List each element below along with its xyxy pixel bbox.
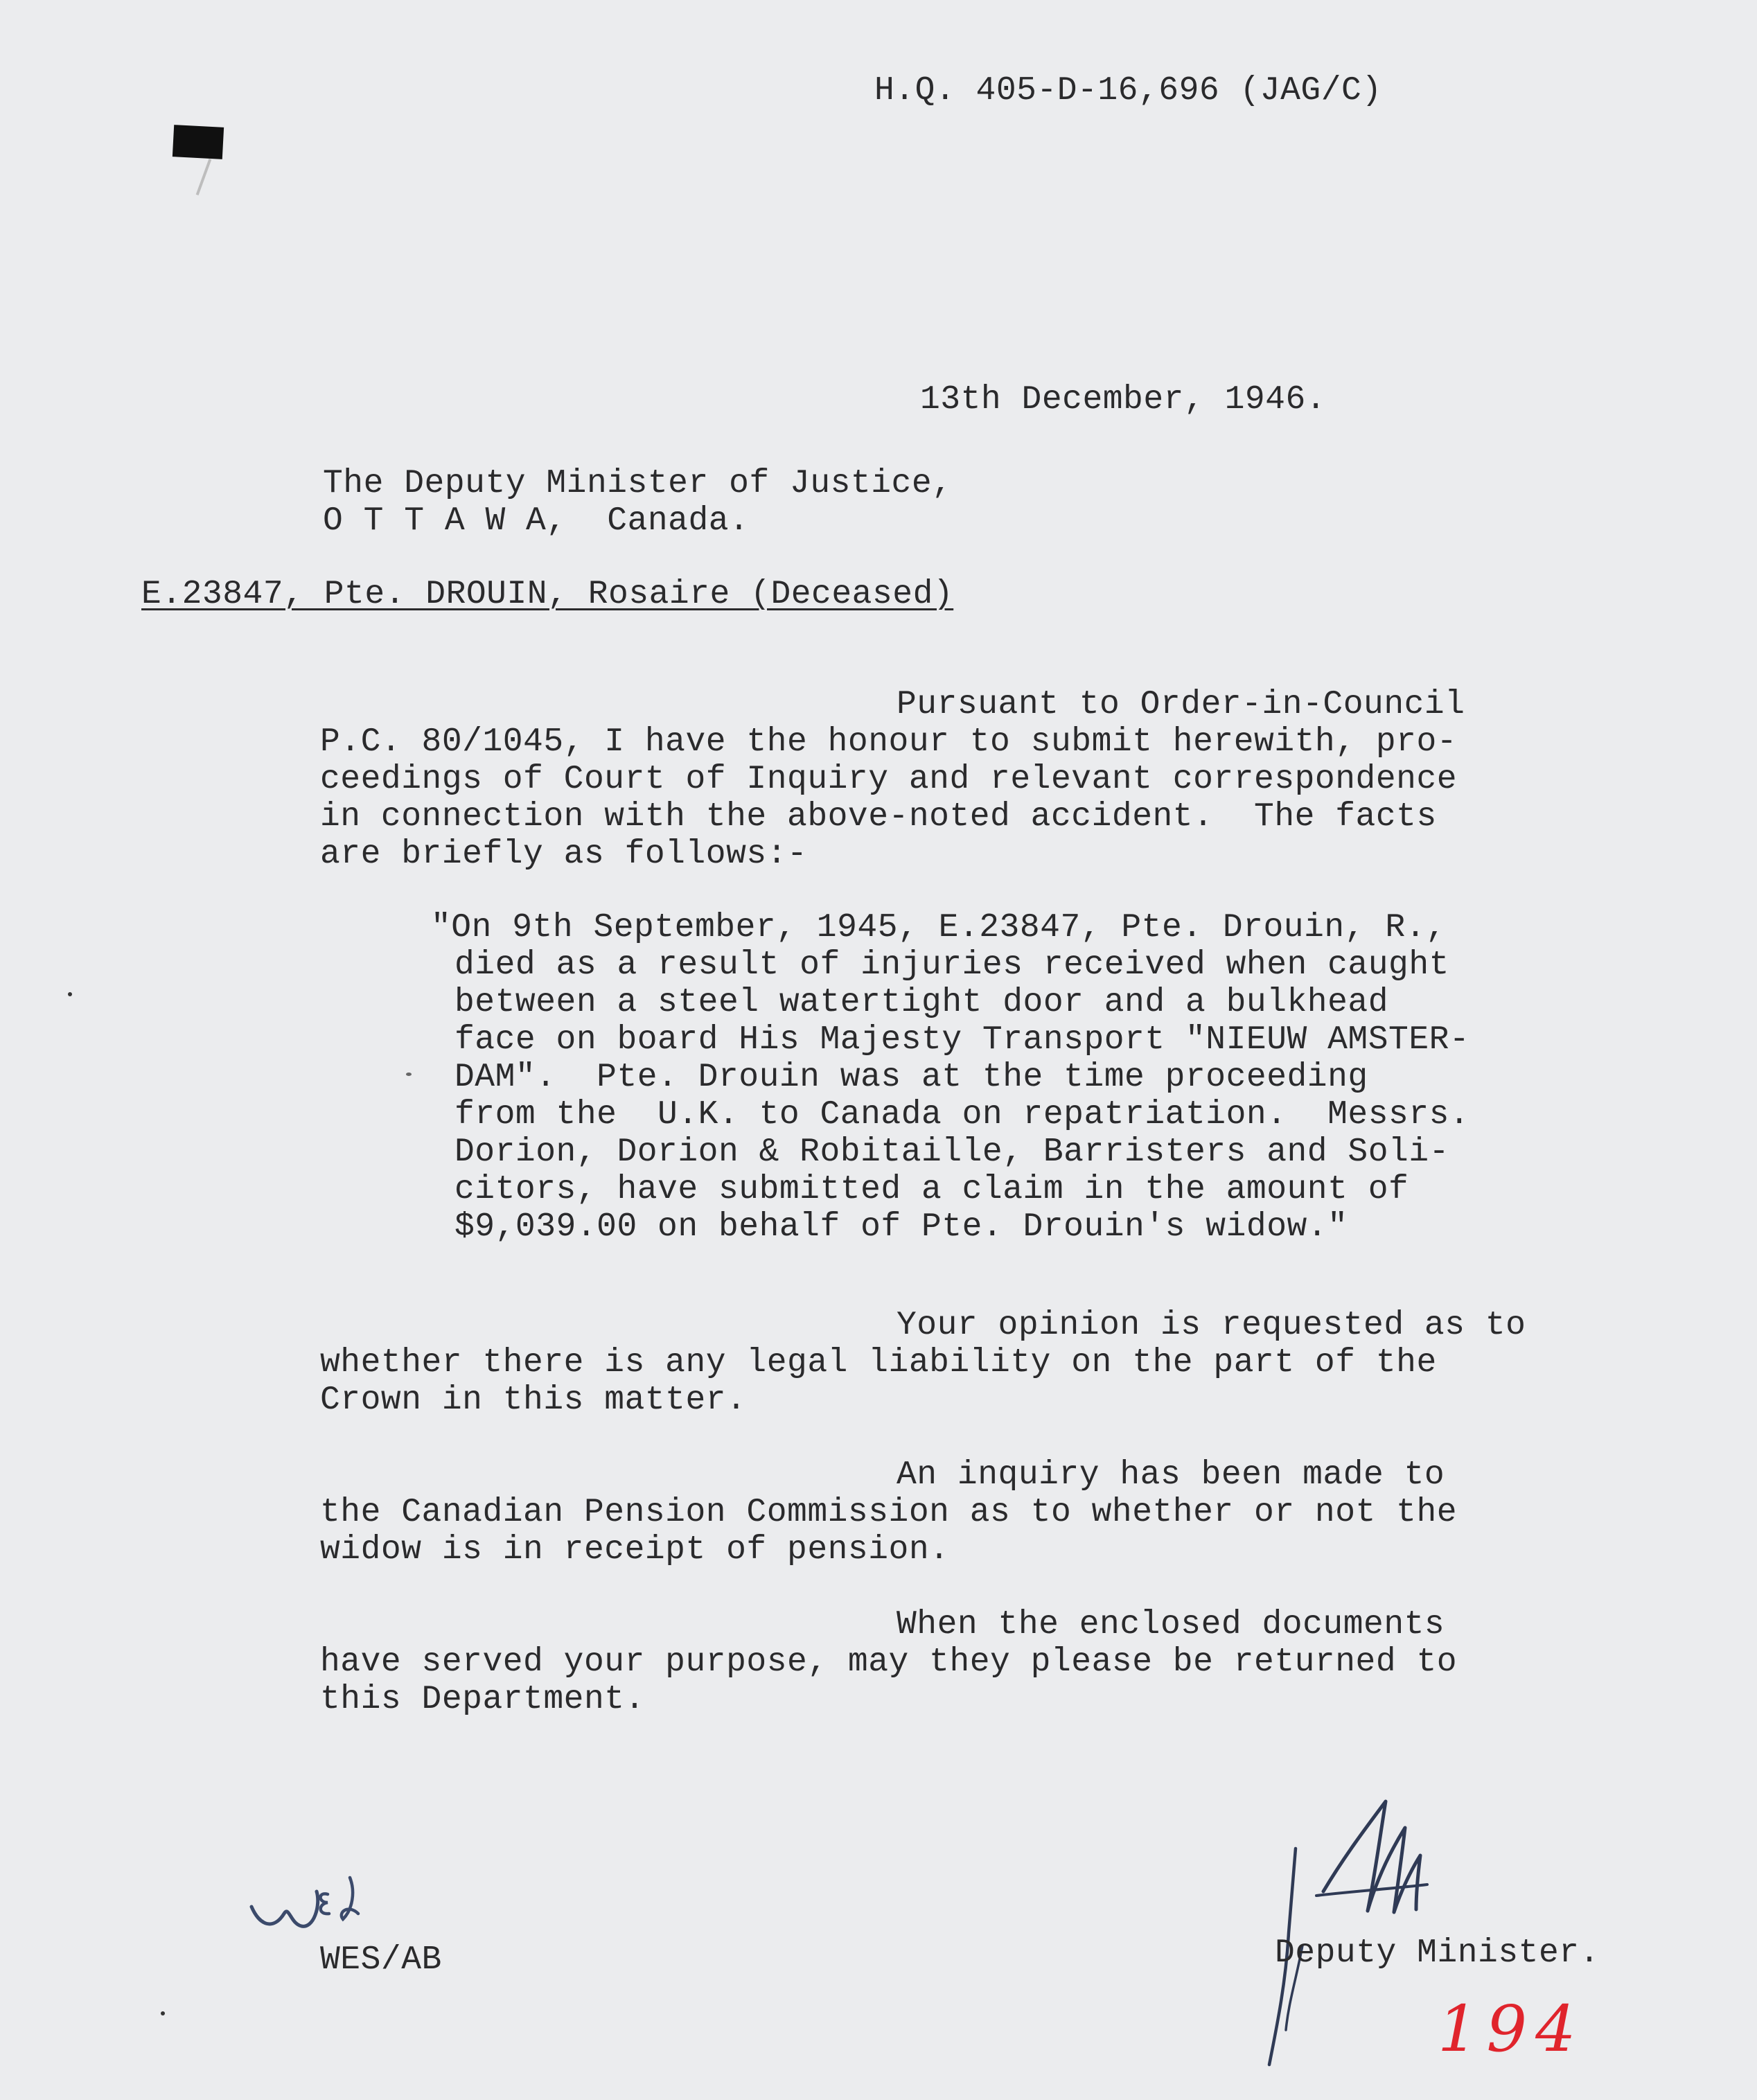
paper-speck	[406, 1073, 412, 1076]
paper-speck	[68, 992, 72, 996]
quotation-line: citors, have submitted a claim in the amount of	[454, 1171, 1409, 1208]
paragraph-line: in connection with the above-noted accident. The facts	[320, 798, 1437, 836]
quotation-line: $9,039.00 on behalf of Pte. Drouin's widow."	[454, 1208, 1348, 1246]
quotation-line: from the U.K. to Canada on repatriation. Messrs.	[454, 1096, 1470, 1133]
quotation-line: "On 9th September, 1945, E.23847, Pte. Drouin, R.,	[431, 909, 1447, 946]
paragraph-line: are briefly as follows:-	[320, 836, 808, 873]
folio-number: 194	[1438, 1992, 1584, 2066]
paper-speck	[161, 2011, 165, 2015]
subject-line: E.23847, Pte. DROUIN, Rosaire (Deceased)	[141, 576, 954, 613]
file-reference: H.Q. 405-D-16,696 (JAG/C)	[874, 72, 1382, 109]
quotation-line: between a steel watertight door and a bulkhead	[454, 984, 1389, 1021]
paragraph-line: Pursuant to Order-in-Council	[897, 686, 1465, 723]
paragraph-line: Your opinion is requested as to	[897, 1307, 1526, 1344]
signature-title: Deputy Minister.	[1275, 1934, 1600, 1972]
paragraph-line: Crown in this matter.	[320, 1382, 747, 1419]
addressee-line: O T T A W A, Canada.	[323, 502, 750, 540]
paragraph-line: the Canadian Pension Commission as to whether or not the	[320, 1494, 1458, 1531]
letter-date: 13th December, 1946.	[920, 381, 1327, 418]
quotation-line: DAM". Pte. Drouin was at the time proceeding	[454, 1059, 1368, 1096]
punch-hole-tick	[196, 159, 212, 195]
paragraph-line: widow is in receipt of pension.	[320, 1531, 950, 1569]
quotation-line: Dorion, Dorion & Robitaille, Barristers and Soli-	[454, 1133, 1449, 1171]
paragraph-line: When the enclosed documents	[897, 1606, 1445, 1643]
punch-hole-mark	[173, 125, 224, 159]
paragraph-line: P.C. 80/1045, I have the honour to submit herewith, pro-	[320, 723, 1458, 761]
quotation-line: face on board His Majesty Transport "NIEUW AMSTER-	[454, 1021, 1470, 1059]
paragraph-line: whether there is any legal liability on the part of the	[320, 1344, 1437, 1382]
paragraph-line: ceedings of Court of Inquiry and relevant correspondence	[320, 761, 1458, 798]
quotation-line: died as a result of injuries received when caught	[454, 946, 1449, 984]
paragraph-line: this Department.	[320, 1681, 645, 1718]
paragraph-line: have served your purpose, may they please be returned to	[320, 1643, 1458, 1681]
paragraph-line: An inquiry has been made to	[897, 1456, 1445, 1494]
addressee-line: The Deputy Minister of Justice,	[323, 465, 953, 502]
typist-reference: WES/AB	[320, 1941, 442, 1979]
